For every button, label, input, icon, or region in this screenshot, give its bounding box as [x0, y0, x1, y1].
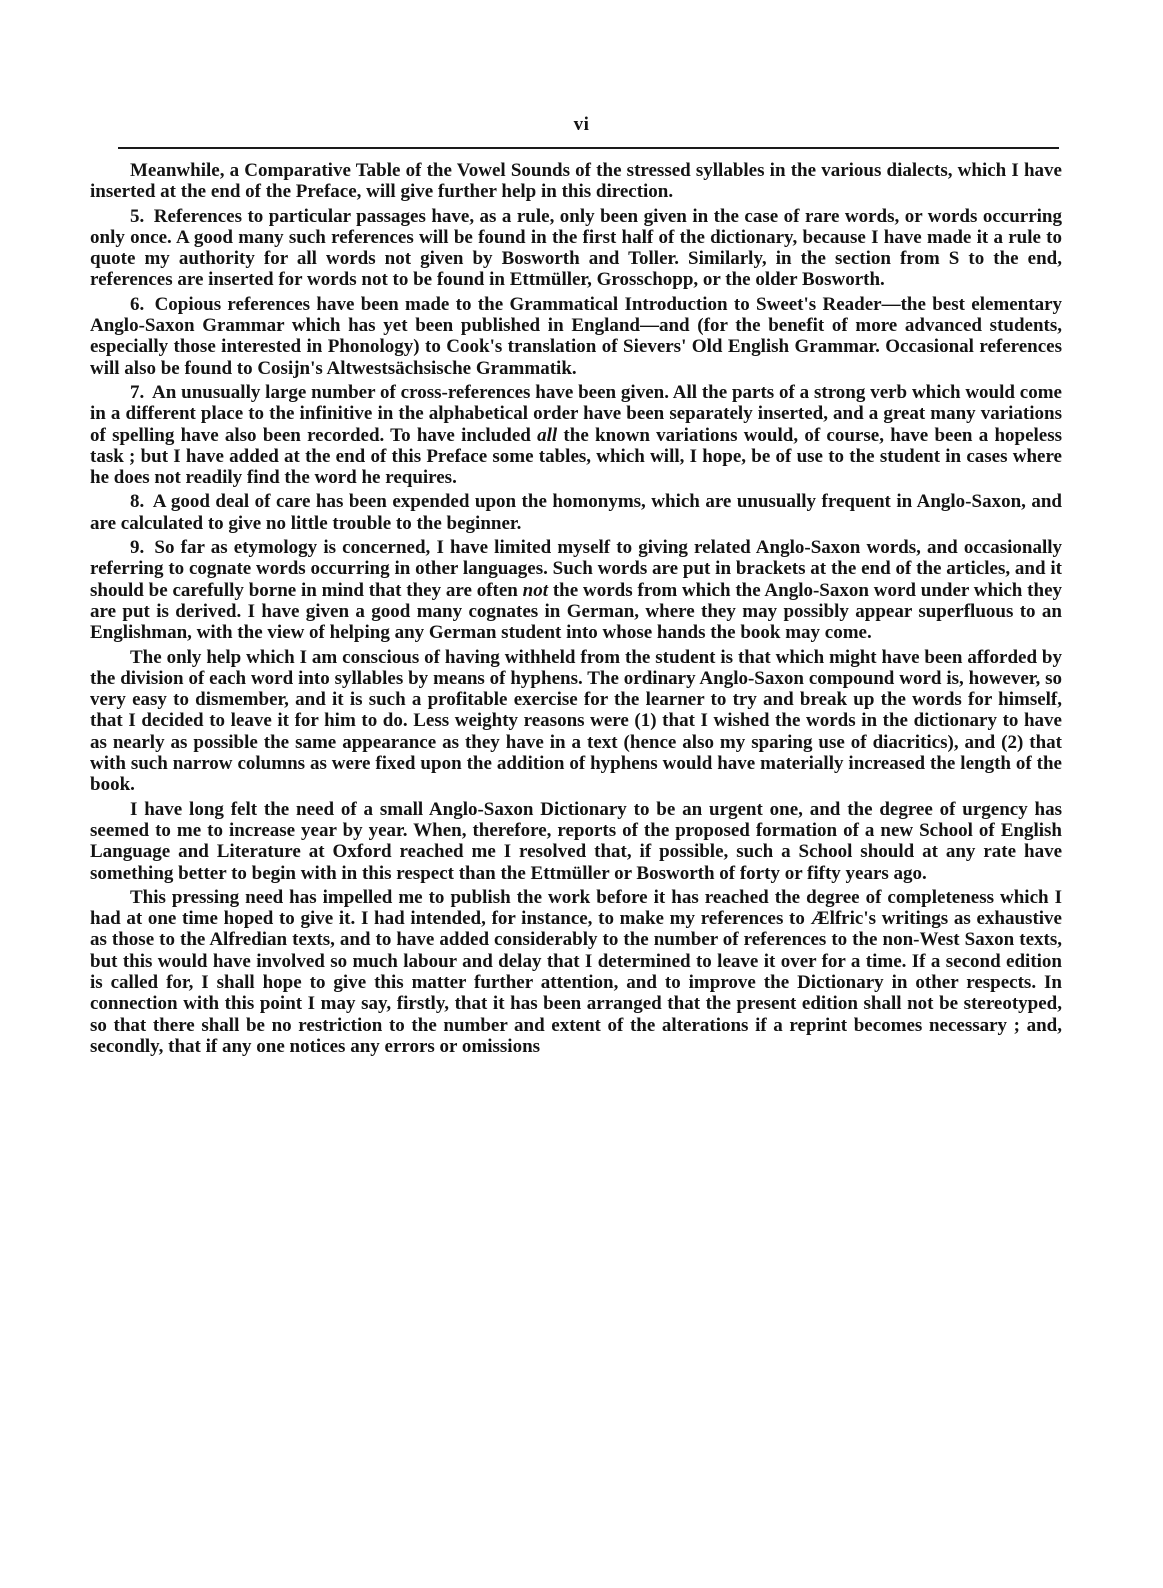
paragraph-number: 8. — [130, 491, 145, 513]
paragraph-number: 7. — [130, 381, 145, 403]
emphasis-text: not — [522, 579, 549, 601]
paragraph-text: A good deal of care has been expended upon the homonyms, which are unusually frequent in Anglo-Saxon, and are calculated to give no little trouble to the beginner. — [90, 491, 1062, 534]
paragraph-meanwhile — [90, 160, 1062, 203]
paragraph-urgency — [90, 799, 1062, 884]
header-rule — [118, 147, 1059, 149]
paragraph-text: Copious references have been made to the Grammatical Introduction to Sweet's Reader—the best elementary Anglo-Saxon Grammar which has yet been published in England—and (for the benefit of more advanced students, especially those interested in Phonology) to Cook's translation of Sievers' Old English Grammar. Occasional references will also be found to Cosijn's Altwestsächsische Grammatik. — [90, 293, 1063, 379]
paragraph-text: Meanwhile, a Comparative Table of the Vowel Sounds of the stressed syllables in the various dialects, which I have inserted at the end of the Preface, will give further help in this direction. — [90, 160, 1062, 203]
paragraph-7 — [90, 382, 1062, 488]
paragraph-9 — [90, 537, 1062, 643]
paragraph-5 — [90, 206, 1062, 291]
paragraph-text: An unusually large number of cross-references have been given. All the parts of a strong verb which would come in a different place to the infinitive in the alphabetical order have been separately inserted, and a great many variations of spelling have also been recorded. To have included — [90, 381, 1062, 446]
paragraph-number: 9. — [130, 537, 145, 559]
paragraph-pressing-need — [90, 887, 1062, 1057]
paragraph-text: I have long felt the need of a small Anglo-Saxon Dictionary to be an urgent one, and the degree of urgency has seemed to me to increase year by year. When, therefore, reports of the proposed formation of a new School of English Language and Literature at Oxford reached me I resolved that, if possible, such a School should at any rate have something better to begin with in this respect than the Ettmüller or Bosworth of forty or fifty years ago. — [90, 798, 1062, 884]
paragraph-text: the words from which the Anglo-Saxon word under which they are put is derived. I have given a good many cognates in German, where they may possibly appear superfluous to an Englishman, with the view of helping any German student into whose hands the book may come. — [90, 579, 1063, 644]
body-text — [90, 160, 1062, 1060]
paragraph-text: The only help which I am conscious of having withheld from the student is that which might have been afforded by the division of each word into syllables by means of hyphens. The ordinary Anglo-Saxon compound word is, however, so very easy to dismember, and it is such a profitable exercise for the learner to try and break up the words for himself, that I decided to leave it for him to do. Less weighty reasons were (1) that I wished the words in the dictionary to have as nearly as possible the same appearance as they have in a text (hence also my sparing use of diacritics), and (2) that with such narrow columns as were fixed upon the addition of hyphens would have materially increased the length of the book. — [90, 646, 1062, 796]
page-number: vi — [573, 114, 590, 135]
paragraph-text: References to particular passages have, as a rule, only been given in the case of rare words, or words occurring only once. A good many such references will be found in the first half of the dictionary, because I have made it a rule to quote my authority for all words not given by Bosworth and Toller. Similarly, in the section from S to the end, references are inserted for words not to be found in Ettmüller, Grosschopp, or the older Bosworth. — [90, 205, 1062, 291]
paragraph-hyphens — [90, 647, 1062, 796]
paragraph-text: This pressing need has impelled me to publish the work before it has reached the degree of completeness which I had at one time hoped to give it. I had intended, for instance, to make my references to Ælfric's writings as exhaustive as those to the Alfredian texts, and to have added considerably to the number of references to the non-West Saxon texts, but this would have involved so much labour and delay that I determined to leave it over for a time. If a second edition is called for, I shall hope to give this matter further attention, and to improve the Dictionary in other respects. In connection with this point I may say, firstly, that it has been arranged that the present edition shall not be stereotyped, so that there shall be no restriction to the number and extent of the alterations if a reprint becomes necessary ; and, secondly, that if any one notices any errors or omissions — [90, 886, 1062, 1057]
emphasis-text: all — [537, 424, 558, 446]
paragraph-text: So far as etymology is concerned, I have limited myself to giving related Anglo-Saxon words, and occasionally referring to cognate words occurring in other languages. Such words are put in brackets at the end of the articles, and it should be carefully borne in mind that they are often — [90, 537, 1062, 601]
paragraph-text: the known variations would, of course, have been a hopeless task ; but I have added at the end of this Preface some tables, which will, I hope, be of use to the student in cases where he does not readily find the word he requires. — [90, 424, 1063, 489]
paragraph-8 — [90, 491, 1062, 534]
paragraph-6 — [90, 294, 1062, 379]
paragraph-number: 6. — [130, 293, 145, 315]
paragraph-number: 5. — [130, 205, 145, 227]
